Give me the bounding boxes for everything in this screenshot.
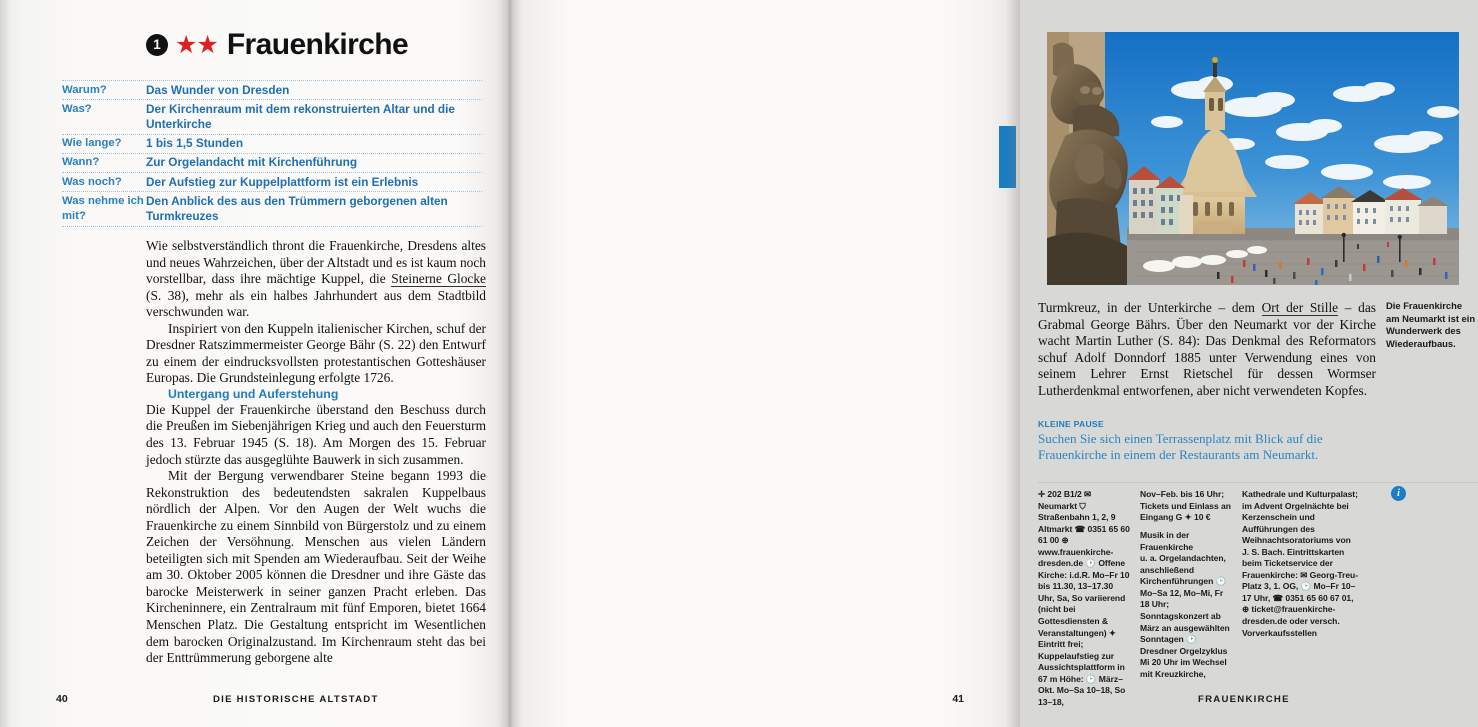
sight-title: Frauenkirche bbox=[226, 28, 409, 61]
running-header-left: DIE HISTORISCHE ALTSTADT bbox=[213, 694, 379, 705]
info-column-music bbox=[1140, 489, 1232, 708]
left-page bbox=[0, 0, 510, 727]
info-column-contact: ✛ 202 B1/2 ✉ Neumarkt ⛉ Straßenbahn 1, 2, 9 Altmarkt ☎ 0351 65 60 61 00 ⊕ www.frauenkirche-dresden.de 🕑 Offene Kirche: i.d.R. Mo–Fr 10 bis 11.30, 13–17.30 Uhr, Sa, So variierend (nicht bei Gottesdiensten & Veranstaltungen) ✦ Eintritt frei; Kuppelaufstieg zur Aussichtsplattform in 67 m Höhe: 🕑 März–Okt. Mo–Sa 10–18, So 13–18, bbox=[1038, 489, 1130, 707]
star-rating: ★★ bbox=[175, 30, 218, 59]
paragraph bbox=[1038, 300, 1376, 399]
paragraph bbox=[146, 238, 486, 321]
body-text-left bbox=[146, 238, 486, 667]
paragraph-text: – das Grabmal George Bährs. Über den Neumarkt vor der Kirche wacht Martin Luther (S. 84): Das Denkmal des Reformators schuf Adolf Donndorf 1885 unter Verwendung eines von seinem Lehrer Ernst Rietschel für dessen Wormser Lutherdenkmal entworfenen, aber nicht verwendeten Kopfes. bbox=[1038, 300, 1376, 398]
table-row bbox=[62, 80, 482, 99]
qa-table bbox=[62, 80, 482, 227]
info-divider bbox=[1038, 482, 1478, 483]
body-text-right bbox=[1038, 300, 1376, 399]
qa-question: Was? bbox=[62, 102, 92, 115]
sight-number-badge: 1 bbox=[146, 34, 168, 56]
practical-info-block bbox=[1038, 489, 1378, 708]
paragraph-text: Wie selbstverständlich thront die Frauenkirche, Dresdens altes und neues Wahrzeichen, über der Altstadt und es ist kaum noch vorstellbar, dass ihre mächtige Kuppel, die bbox=[146, 238, 486, 287]
qa-question: Warum? bbox=[62, 83, 107, 96]
kleine-pause-callout bbox=[1038, 419, 1378, 464]
table-row bbox=[62, 99, 482, 133]
section-subheading: Untergang und Auferstehung bbox=[168, 386, 339, 401]
qa-answer: 1 bis 1,5 Stunden bbox=[146, 136, 244, 151]
info-column-tickets: Kathedrale und Kulturpalast; im Advent Orgelnächte bei Kerzenschein und Aufführungen des Weihnachtsoratoriums von J. S. Bach. Eintrittskarten beim Ticketservice der Frauenkirche: ✉ Georg-Treu-Platz 3, 1. OG, 🕑 Mo–Fr 10–17 Uhr, ☎ 0351 65 60 67 01, ⊕ ticket@frauenkirche-dresden.de oder versch. Vorverkaufsstellen bbox=[1242, 489, 1358, 638]
qa-answer: Zur Orgelandacht mit Kirchenführung bbox=[146, 155, 358, 170]
photo-illustration bbox=[1047, 32, 1459, 285]
cross-reference-link[interactable]: Steinerne Glocke bbox=[391, 271, 486, 287]
qa-question: Wie lange? bbox=[62, 137, 122, 150]
info-icon: i bbox=[1391, 486, 1406, 501]
qa-answer: Das Wunder von Dresden bbox=[146, 82, 290, 97]
page-edge-shadow-left bbox=[0, 0, 10, 727]
qa-question: Wann? bbox=[62, 156, 100, 169]
right-page bbox=[510, 0, 1476, 727]
callout-label: KLEINE PAUSE bbox=[1038, 419, 1104, 429]
page-edge-shadow-right bbox=[1006, 0, 1020, 727]
running-header-right: FRAUENKIRCHE bbox=[1198, 694, 1290, 705]
table-row bbox=[62, 172, 482, 191]
paragraph-text: Turmkreuz, in der Unterkirche – dem bbox=[1038, 300, 1262, 315]
qa-question: Was nehme ich mit? bbox=[62, 194, 144, 222]
qa-answer: Den Anblick des aus den Trümmern geborgenen alten Turmkreuzes bbox=[146, 193, 448, 223]
paragraph-text: (S. 38), mehr als ein halbes Jahrhundert aus dem Stadtbild verschwunden war. bbox=[146, 287, 486, 320]
photo-caption: Die Frauenkirche am Neumarkt ist ein Wunderwerk des Wiederaufbaus. bbox=[1386, 300, 1476, 349]
paragraph: Inspiriert von den Kuppeln italienischer Kirchen, schuf der Dresdner Ratszimmermeister George Bähr (S. 22) den Entwurf zu einem der eindrucksvollsten protestantischen Gotteshäuser Europas. Die Grundsteinlegung erfolgte 1726. bbox=[146, 320, 486, 386]
paragraph: Mit der Bergung verwendbarer Steine begann 1993 die Rekonstruktion des bedeutendsten sakralen Kuppelbaus nördlich der Alpen. Vor den Augen der Welt wuchs die Frauenkirche zu einem Sinnbild von Bürgerstolz und zu einem Zeichen der Versöhnung. Menschen aus vielen Ländern beteiligten sich mit Spenden am Wiederaufbau. Seit der Weihe am 30. Oktober 2005 können die Dresdner und ihre Gäste das barocke Meisterwerk in seiner ganzen Pracht erleben. Das Kircheninnere, ein Zentralraum mit fünf Emporen, bietet 1664 Menschen Platz. Die Gestaltung entspricht im Wesentlichen dem barocken Originalzustand. Im Kirchenraum steht das bei der Enttrümmerung geborgene alte bbox=[146, 468, 486, 666]
page-number-left: 40 bbox=[56, 693, 68, 705]
info-subheading-music: Musik in der Frauenkirche bbox=[1140, 530, 1194, 552]
frauenkirche-neumarkt-photo bbox=[1047, 32, 1459, 285]
page-title bbox=[146, 30, 408, 60]
info-music-text: u. a. Orgelandachten, anschließend Kirchenführungen 🕑 Mo–Sa 12, Mo–Mi, Fr 18 Uhr; Sonntagskonzert ab März an ausgewählten Sonntagen 🕑 Dresdner Orgelzyklus Mi 20 Uhr im Wechsel mit Kreuzkirche, bbox=[1140, 553, 1230, 679]
page-number-right: 41 bbox=[952, 693, 964, 705]
cross-reference-link[interactable]: Ort der Stille bbox=[1261, 300, 1339, 315]
qa-question: Was noch? bbox=[62, 175, 122, 188]
table-row bbox=[62, 134, 482, 153]
qa-answer: Der Aufstieg zur Kuppelplattform ist ein Erlebnis bbox=[146, 174, 419, 189]
chapter-thumb-tab bbox=[999, 126, 1016, 188]
qa-answer: Der Kirchenraum mit dem rekonstruierten Altar und die Unterkirche bbox=[146, 101, 455, 131]
paragraph: Die Kuppel der Frauenkirche überstand den Beschuss durch die Preußen im Siebenjährigen Krieg und auch den Feuersturm des 13. Februar 1945 (S. 18). Am Morgen des 15. Februar jedoch stürzte das ausgeglühte Bauwerk in sich zusammen. bbox=[146, 401, 486, 467]
table-row bbox=[62, 153, 482, 172]
callout-text: Suchen Sie sich einen Terrassenplatz mit Blick auf die Frauenkirche in einem der Restaurants am Neumarkt. bbox=[1038, 431, 1323, 463]
info-tickets-text: Nov–Feb. bis 16 Uhr; Tickets und Einlass an Eingang G ✦ 10 € bbox=[1140, 489, 1231, 523]
table-row bbox=[62, 191, 482, 226]
